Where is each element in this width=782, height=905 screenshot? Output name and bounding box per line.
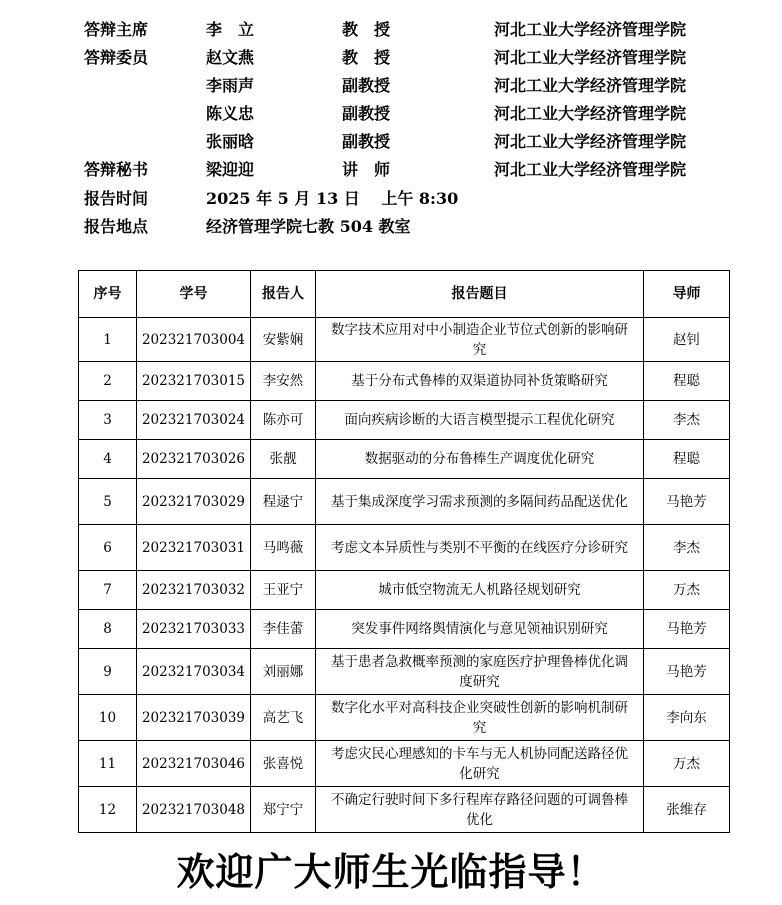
cell-advisor: 李杰 [644, 401, 730, 440]
cell-no: 5 [79, 479, 137, 525]
table-row [79, 571, 730, 610]
cell-presenter: 马鸣薇 [251, 525, 316, 571]
table-header-row [79, 271, 730, 318]
cell-topic: 基于患者急救概率预测的家庭医疗护理鲁棒优化调度研究 [316, 649, 644, 695]
committee-title: 副教授 [342, 132, 391, 151]
cell-topic: 考虑灾民心理感知的卡车与无人机协同配送路径优化研究 [316, 741, 644, 787]
table-row [79, 440, 730, 479]
cell-presenter: 郑宁宁 [251, 787, 316, 833]
table-row [79, 741, 730, 787]
committee-row [0, 16, 782, 44]
committee-name: 赵文燕 [206, 48, 255, 67]
cell-topic: 不确定行驶时间下多行程库存路径问题的可调鲁棒优化 [316, 787, 644, 833]
committee-org: 河北工业大学经济管理学院 [494, 104, 687, 123]
cell-no: 11 [79, 741, 137, 787]
table-row [79, 401, 730, 440]
committee-name: 梁迎迎 [206, 160, 255, 179]
cell-topic: 突发事件网络舆情演化与意见领袖识别研究 [316, 610, 644, 649]
header-no: 序号 [79, 271, 137, 318]
cell-no: 10 [79, 695, 137, 741]
table-row [79, 362, 730, 401]
committee-role: 答辩委员 [84, 48, 149, 67]
committee-row [0, 72, 782, 100]
committee-title: 讲 师 [342, 160, 391, 179]
cell-id: 202321703046 [137, 741, 251, 787]
table-row [79, 479, 730, 525]
cell-topic: 基于分布式鲁棒的双渠道协同补货策略研究 [316, 362, 644, 401]
committee-org: 河北工业大学经济管理学院 [494, 160, 687, 179]
committee-row [0, 100, 782, 128]
header-presenter: 报告人 [251, 271, 316, 318]
cell-presenter: 李佳蕾 [251, 610, 316, 649]
cell-topic: 面向疾病诊断的大语言模型提示工程优化研究 [316, 401, 644, 440]
table-row [79, 525, 730, 571]
cell-advisor: 万杰 [644, 571, 730, 610]
cell-topic: 基于集成深度学习需求预测的多隔间药品配送优化 [316, 479, 644, 525]
cell-advisor: 马艳芳 [644, 610, 730, 649]
committee-name: 张丽晗 [206, 132, 255, 151]
header-advisor: 导师 [644, 271, 730, 318]
committee-row [0, 44, 782, 72]
table-row [79, 318, 730, 362]
cell-presenter: 安紫娴 [251, 318, 316, 362]
committee-org: 河北工业大学经济管理学院 [494, 20, 687, 39]
cell-no: 7 [79, 571, 137, 610]
cell-advisor: 万杰 [644, 741, 730, 787]
cell-id: 202321703026 [137, 440, 251, 479]
cell-topic: 考虑文本异质性与类别不平衡的在线医疗分诊研究 [316, 525, 644, 571]
table-row [79, 695, 730, 741]
cell-no: 1 [79, 318, 137, 362]
cell-presenter: 王亚宁 [251, 571, 316, 610]
table-row [79, 787, 730, 833]
report-time-row [0, 185, 782, 213]
cell-presenter: 李安然 [251, 362, 316, 401]
cell-presenter: 张靓 [251, 440, 316, 479]
cell-advisor: 李杰 [644, 525, 730, 571]
committee-name: 李 立 [206, 20, 255, 39]
cell-advisor: 程聪 [644, 440, 730, 479]
committee-title: 教 授 [342, 48, 391, 67]
cell-id: 202321703015 [137, 362, 251, 401]
table-row [79, 610, 730, 649]
cell-no: 4 [79, 440, 137, 479]
cell-presenter: 高艺飞 [251, 695, 316, 741]
cell-topic: 数据驱动的分布鲁棒生产调度优化研究 [316, 440, 644, 479]
report-place-label: 报告地点 [84, 217, 149, 236]
cell-topic: 城市低空物流无人机路径规划研究 [316, 571, 644, 610]
report-place-row [0, 213, 782, 241]
cell-no: 12 [79, 787, 137, 833]
committee-role: 答辩主席 [84, 20, 149, 39]
report-time-label: 报告时间 [84, 189, 149, 208]
cell-id: 202321703024 [137, 401, 251, 440]
cell-id: 202321703029 [137, 479, 251, 525]
cell-id: 202321703031 [137, 525, 251, 571]
committee-title: 副教授 [342, 104, 391, 123]
committee-name: 李雨声 [206, 76, 255, 95]
header-id: 学号 [137, 271, 251, 318]
cell-presenter: 陈亦可 [251, 401, 316, 440]
cell-advisor: 李向东 [644, 695, 730, 741]
committee-title: 副教授 [342, 76, 391, 95]
committee-org: 河北工业大学经济管理学院 [494, 48, 687, 67]
cell-no: 3 [79, 401, 137, 440]
header-topic: 报告题目 [316, 271, 644, 318]
committee-role: 答辩秘书 [84, 160, 149, 179]
committee-row [0, 156, 782, 184]
cell-topic: 数字化水平对高科技企业突破性创新的影响机制研究 [316, 695, 644, 741]
closing-message: 欢迎广大师生光临指导！ [176, 850, 606, 894]
cell-no: 6 [79, 525, 137, 571]
table-row [79, 649, 730, 695]
committee-row [0, 128, 782, 156]
defense-schedule-table [78, 270, 730, 833]
cell-advisor: 马艳芳 [644, 479, 730, 525]
cell-id: 202321703032 [137, 571, 251, 610]
committee-title: 教 授 [342, 20, 391, 39]
committee-org: 河北工业大学经济管理学院 [494, 132, 687, 151]
cell-no: 8 [79, 610, 137, 649]
cell-advisor: 马艳芳 [644, 649, 730, 695]
committee-org: 河北工业大学经济管理学院 [494, 76, 687, 95]
cell-presenter: 程逯宁 [251, 479, 316, 525]
cell-id: 202321703004 [137, 318, 251, 362]
cell-id: 202321703034 [137, 649, 251, 695]
cell-id: 202321703033 [137, 610, 251, 649]
report-time-value: 2025 年 5 月 13 日 上午 8:30 [206, 189, 459, 208]
committee-name: 陈义忠 [206, 104, 255, 123]
cell-advisor: 赵钊 [644, 318, 730, 362]
cell-id: 202321703039 [137, 695, 251, 741]
report-place-value: 经济管理学院七教 504 教室 [206, 217, 411, 236]
cell-presenter: 刘丽娜 [251, 649, 316, 695]
cell-id: 202321703048 [137, 787, 251, 833]
cell-advisor: 程聪 [644, 362, 730, 401]
cell-advisor: 张维存 [644, 787, 730, 833]
cell-presenter: 张喜悦 [251, 741, 316, 787]
cell-no: 9 [79, 649, 137, 695]
cell-no: 2 [79, 362, 137, 401]
cell-topic: 数字技术应用对中小制造企业节位式创新的影响研究 [316, 318, 644, 362]
